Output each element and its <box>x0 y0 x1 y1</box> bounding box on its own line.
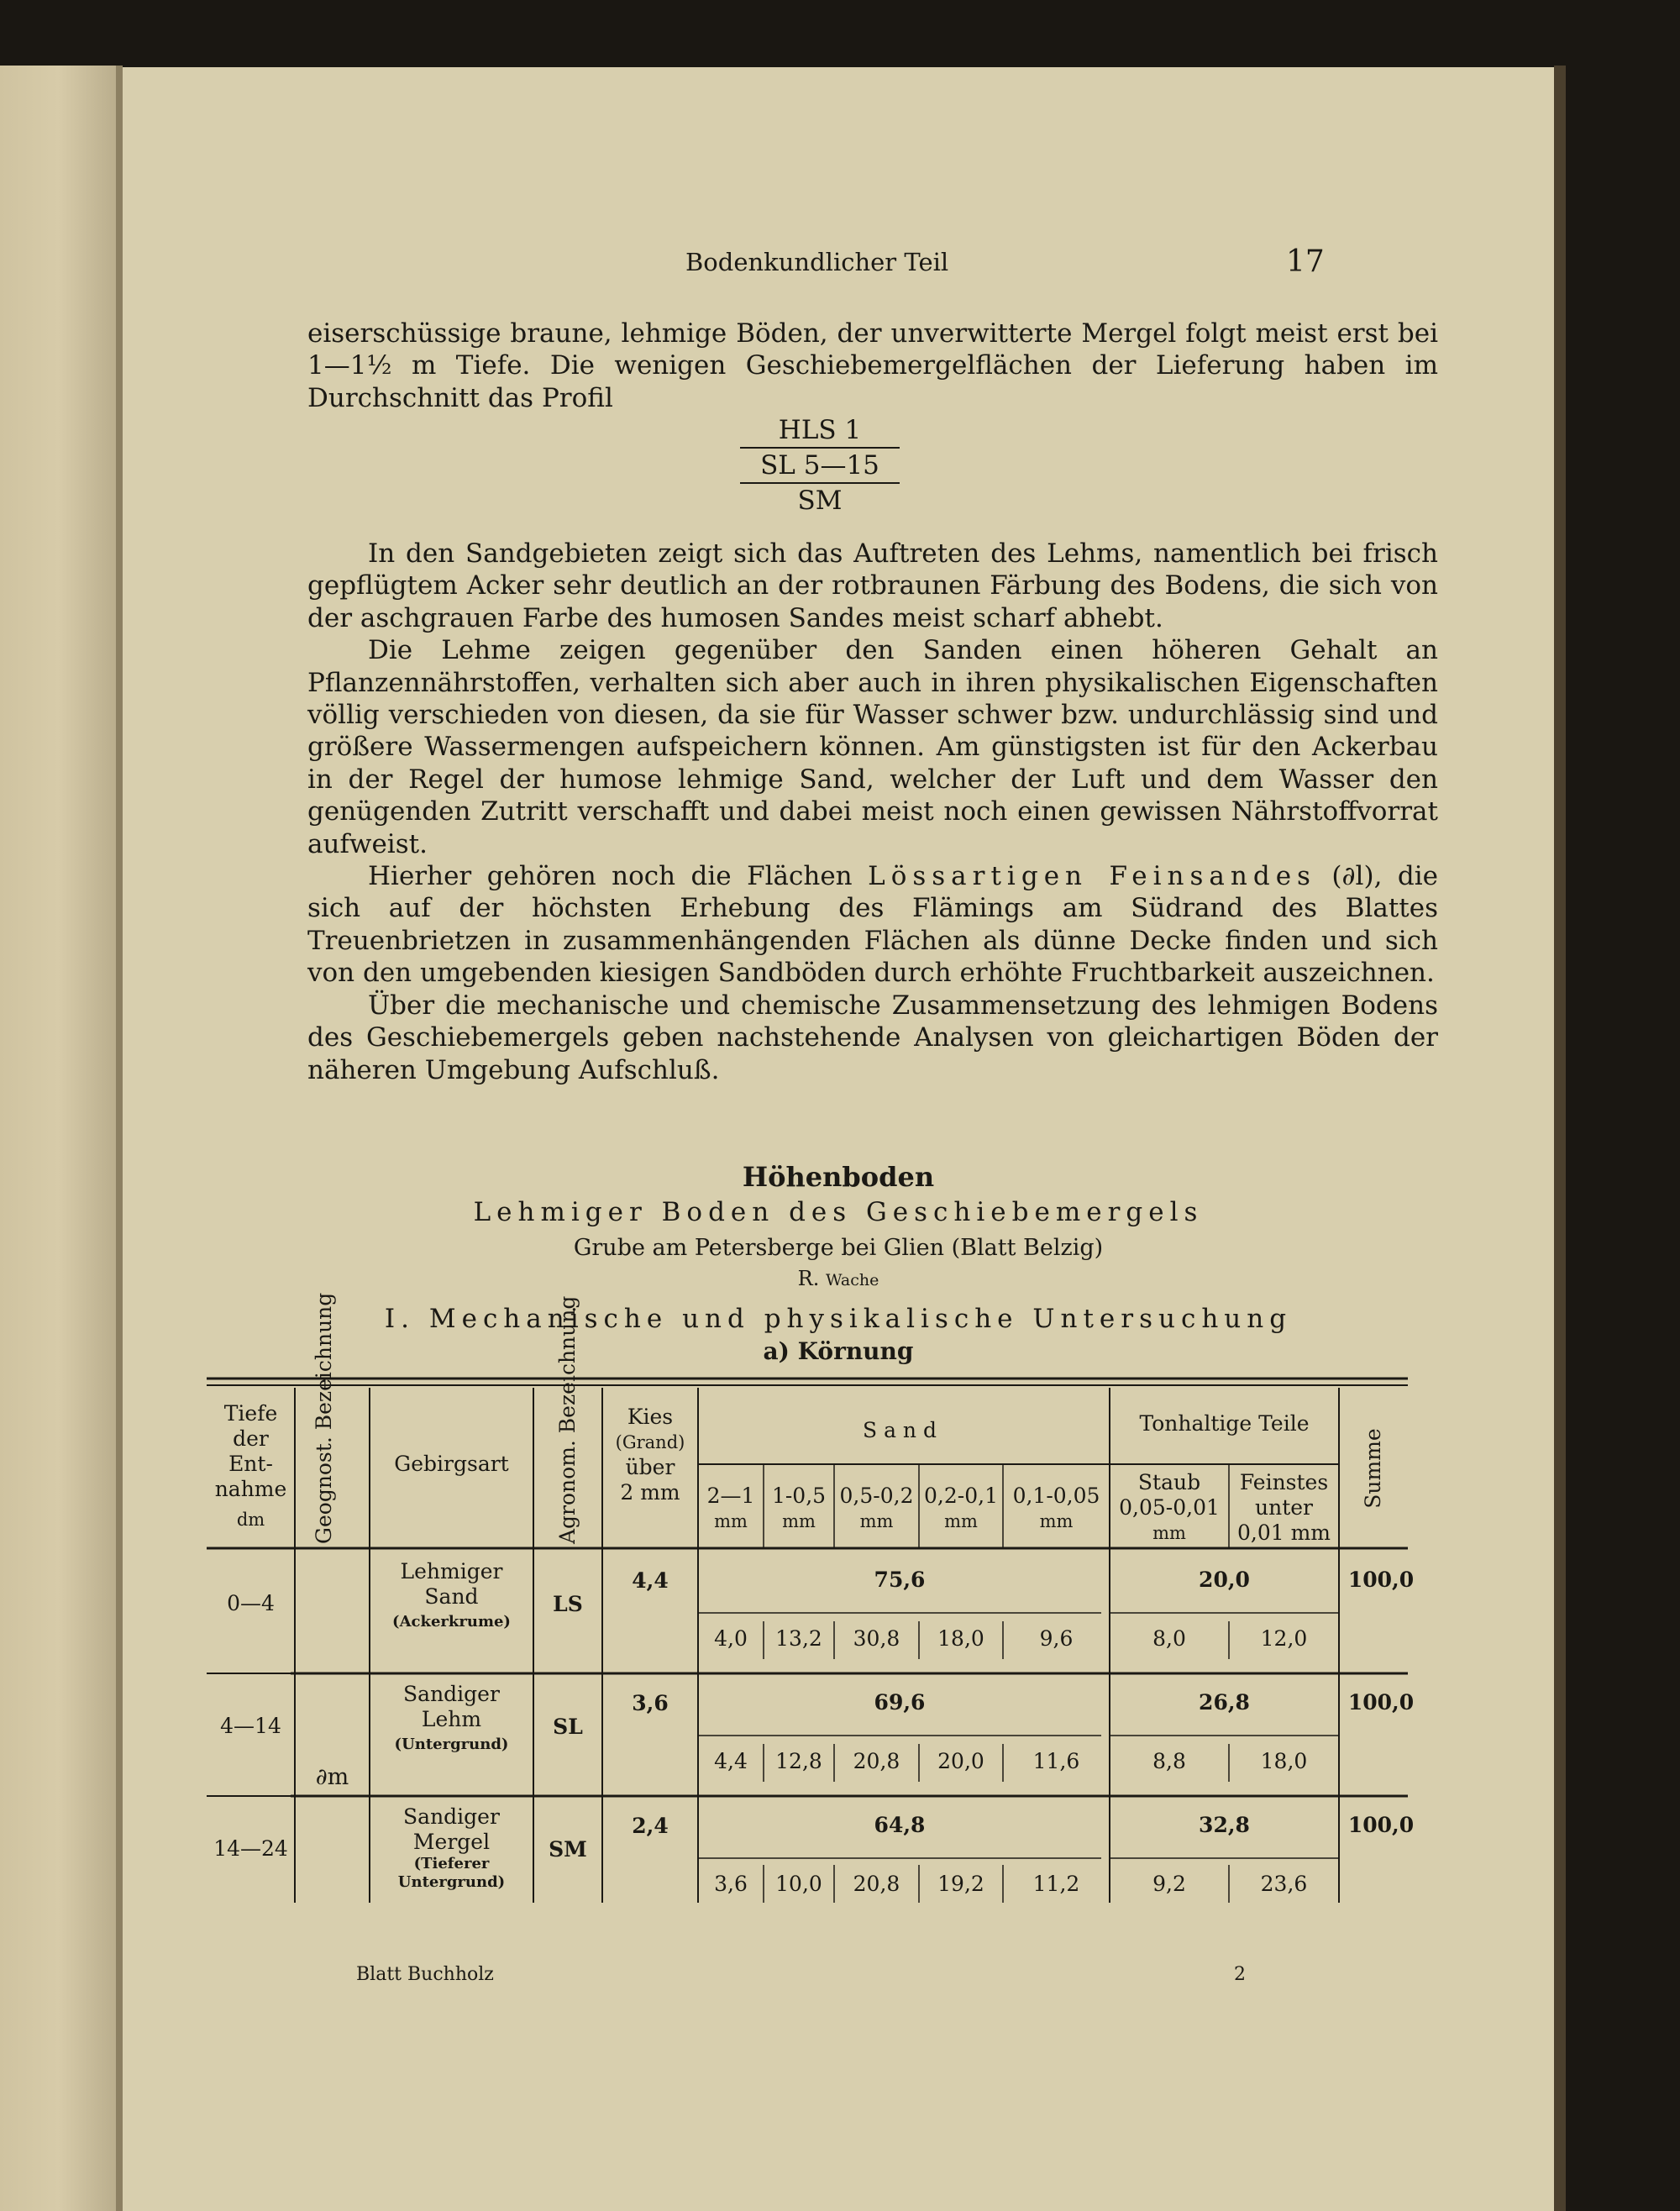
analyst-name: Wache <box>826 1271 879 1289</box>
header-sand-col-4-label: 0,2-0,1 <box>924 1484 998 1508</box>
footer-signature: 2 <box>1234 1964 1246 1985</box>
section-part: I. Mechanische und physikalische Untersuchung <box>384 1304 1293 1334</box>
header-ton-col-1-line-2: 0,05-0,01 <box>1119 1495 1220 1520</box>
header-ton-col-1 <box>1110 1470 1229 1546</box>
header-kies-line-3: über <box>625 1455 675 1479</box>
row-2-summe: 100,0 <box>1347 1690 1415 1715</box>
header-depth-line-3: Ent- <box>228 1452 273 1476</box>
row-2-sand-2: 12,8 <box>775 1749 822 1773</box>
row-3-gebirgsart-line-1: Sandiger <box>403 1804 500 1829</box>
row-3-gebirgsart <box>370 1804 533 1892</box>
row-2-sand-total: 69,6 <box>874 1690 926 1715</box>
header-kies-line-4: 2 mm <box>620 1480 680 1505</box>
footer-sheet-name: Blatt Buchholz <box>356 1964 494 1985</box>
paragraph-2: In den Sandgebieten zeigt sich das Auftreten des Lehms, namentlich bei frisch gepflügtem Acker sehr deutlich an der rotbraunen Färbung des Bodens, die sich von der aschgrauen Farbe des humosen Sandes meist scharf abhebt. <box>307 538 1438 633</box>
header-kies <box>602 1405 698 1505</box>
paragraph-3: Die Lehme zeigen gegenüber den Sanden einen höheren Gehalt an Pflanzennährstoffen, verhalten sich aber auch in ihren physikalischen Eigenschaften völlig verschieden von diesen, da sie für Wasser schwer bzw. undurchlässig sind und größere Wassermengen aufspeichern können. Am günstigsten ist für den Ackerbau in der Regel der humose lehmige Sand, welcher der Luft und dem Wasser den genügenden Zutritt verschafft und dabei meist noch einen gewissen Nährstoffvorrat aufweist. <box>307 635 1438 859</box>
row-3-summe: 100,0 <box>1347 1813 1415 1837</box>
header-sand-col-2 <box>764 1484 834 1534</box>
header-ton-col-1-line-3: mm <box>1152 1523 1186 1543</box>
row-3-sand-3: 20,8 <box>853 1872 900 1896</box>
row-3-sand-1: 3,6 <box>714 1872 748 1896</box>
header-kies-line-1: Kies <box>627 1405 674 1429</box>
profile-line-1: HLS 1 <box>778 415 862 445</box>
left-page-edge <box>0 66 118 2211</box>
row-3-ton-total: 32,8 <box>1199 1813 1250 1837</box>
row-1-kies: 4,4 <box>632 1568 669 1593</box>
row-1-gebirgsart-line-1: Lehmiger <box>400 1559 503 1583</box>
header-ton-col-2-line-1: Feinstes <box>1239 1470 1329 1494</box>
row-1-depth: 0—4 <box>227 1591 275 1615</box>
header-sand-col-2-label: 1-0,5 <box>771 1484 827 1508</box>
row-1-note: (Ackerkrume) <box>392 1613 511 1631</box>
header-depth-line-1: Tiefe <box>223 1401 278 1426</box>
row-2-sand-5: 11,6 <box>1032 1749 1080 1773</box>
section-subtitle: Lehmiger Boden des Geschiebemergels <box>473 1197 1204 1227</box>
section-location: Grube am Petersberge bei Glien (Blatt Belzig) <box>573 1235 1104 1261</box>
header-summe: Summe <box>1361 1428 1385 1509</box>
header-ton-col-2 <box>1229 1470 1339 1546</box>
row-3-kies: 2,4 <box>632 1814 669 1838</box>
section-subpart: a) Körnung <box>763 1337 914 1365</box>
header-sand-col-5-label: 0,1-0,05 <box>1012 1484 1100 1508</box>
row-3-depth: 14—24 <box>213 1836 288 1861</box>
row-3-ton-2: 23,6 <box>1260 1872 1308 1896</box>
row-2-kies: 3,6 <box>632 1691 669 1715</box>
header-sand-col-3 <box>834 1484 919 1534</box>
right-page-edge <box>1554 66 1566 2211</box>
row-1-ton-2: 12,0 <box>1260 1626 1308 1651</box>
row-1-gebirgsart <box>370 1559 533 1635</box>
header-sand-col-1 <box>698 1484 764 1534</box>
header-sand-col-3-label: 0,5-0,2 <box>839 1484 914 1508</box>
analyst-initial: R. <box>797 1267 820 1290</box>
row-2-note: (Untergrund) <box>394 1736 509 1753</box>
row-1-ton-1: 8,0 <box>1152 1626 1186 1651</box>
row-3-sand-2: 10,0 <box>775 1872 822 1896</box>
row-2-gebirgsart <box>370 1682 533 1757</box>
header-sand-col-1-label: 2—1 <box>706 1484 755 1508</box>
header-sand-col-3-unit: mm <box>859 1511 894 1531</box>
book-page <box>123 67 1554 2211</box>
header-sand-col-1-unit: mm <box>714 1511 748 1531</box>
header-sand-col-5 <box>1003 1484 1110 1534</box>
page-gutter <box>116 66 123 2211</box>
paragraph-4-spaced: Lössartigen Feinsandes <box>868 861 1316 892</box>
paragraph-1: eiserschüssige braune, lehmige Böden, der unverwitterte Mergel folgt meist erst bei 1—1½ m Tiefe. Die wenigen Geschiebemergelflächen der Lieferung haben im Durchschnitt das Profil <box>307 318 1438 413</box>
header-ton: Tonhaltige Teile <box>1139 1411 1310 1436</box>
row-1-sand-2: 13,2 <box>775 1626 822 1651</box>
row-2-gebirgsart-line-1: Sandiger <box>403 1682 500 1706</box>
row-3-sand-5: 11,2 <box>1032 1872 1080 1896</box>
row-1-sand-5: 9,6 <box>1039 1626 1074 1651</box>
header-sand-col-2-unit: mm <box>782 1511 816 1531</box>
row-2-ton-2: 18,0 <box>1260 1749 1308 1773</box>
header-depth-line-2: der <box>233 1426 269 1451</box>
row-1-sand-total: 75,6 <box>874 1568 926 1592</box>
row-1-agronom: LS <box>553 1592 583 1616</box>
row-3-sand-total: 64,8 <box>874 1813 926 1837</box>
paragraph-4-before: Hierher gehören noch die Flächen <box>368 861 869 892</box>
header-sand: S a n d <box>863 1418 937 1442</box>
row-2-sand-4: 20,0 <box>937 1749 984 1773</box>
section-title: Höhenboden <box>742 1161 935 1193</box>
header-geognost: Geognost. Bezeichnung <box>312 1292 336 1544</box>
header-depth-line-4: nahme <box>214 1477 287 1501</box>
row-2-gebirgsart-line-2: Lehm <box>421 1707 482 1731</box>
row-3-sand-4: 19,2 <box>937 1872 984 1896</box>
row-1-ton-total: 20,0 <box>1199 1568 1250 1592</box>
row-2-depth: 4—14 <box>220 1714 281 1738</box>
row-2-sand-3: 20,8 <box>853 1749 900 1773</box>
row-2-ton-total: 26,8 <box>1199 1690 1250 1715</box>
running-title: Bodenkundlicher Teil <box>685 248 949 276</box>
header-sand-col-4 <box>919 1484 1003 1534</box>
row-2-ton-1: 8,8 <box>1152 1749 1186 1773</box>
row-3-agronom: SM <box>549 1837 587 1862</box>
paragraph-4-after: (∂l), die sich auf der höchsten Erhebung des Flämings am Südrand des Blattes Treuenbrietzen in zusammenhängenden Flächen als dünne Decke finden und sich von den umgebenden kiesigen Sandböden durch erhöhte Fruchtbarkeit auszeichnen. <box>307 861 1438 989</box>
header-depth <box>207 1401 295 1532</box>
header-sand-col-5-unit: mm <box>1039 1511 1074 1531</box>
profile-line-3: SM <box>797 486 843 516</box>
header-agronom: Agronom. Bezeichnung <box>555 1295 580 1544</box>
header-depth-unit: dm <box>236 1510 265 1530</box>
row-2-sand-1: 4,4 <box>714 1749 748 1773</box>
paragraph-5: Über die mechanische und chemische Zusammensetzung des lehmigen Bodens des Geschiebemergels geben nachstehende Analysen von gleichartigen Böden der näheren Umgebung Aufschluß. <box>307 990 1438 1085</box>
header-ton-col-1-line-1: Staub <box>1137 1470 1201 1494</box>
row-3-note: (Tieferer Untergrund) <box>397 1855 506 1891</box>
header-sand-col-4-unit: mm <box>944 1511 978 1531</box>
header-kies-line-2: (Grand) <box>615 1432 685 1452</box>
page-number: 17 <box>1286 244 1325 279</box>
row-1-sand-3: 30,8 <box>853 1626 900 1651</box>
geognost-value: ∂m <box>315 1764 349 1790</box>
row-1-gebirgsart-line-2: Sand <box>424 1584 479 1609</box>
row-1-sand-4: 18,0 <box>937 1626 984 1651</box>
row-1-summe: 100,0 <box>1347 1568 1415 1592</box>
profile-line-2: SL 5—15 <box>760 450 879 481</box>
header-gebirgsart: Gebirgsart <box>394 1452 509 1476</box>
grain-size-table <box>123 67 1554 2211</box>
header-ton-col-2-line-2: unter <box>1255 1495 1313 1520</box>
row-3-gebirgsart-line-2: Mergel <box>412 1830 491 1854</box>
row-1-sand-1: 4,0 <box>714 1626 748 1651</box>
row-2-agronom: SL <box>553 1715 583 1739</box>
row-3-ton-1: 9,2 <box>1152 1872 1186 1896</box>
header-ton-col-2-line-3: 0,01 mm <box>1236 1520 1331 1545</box>
